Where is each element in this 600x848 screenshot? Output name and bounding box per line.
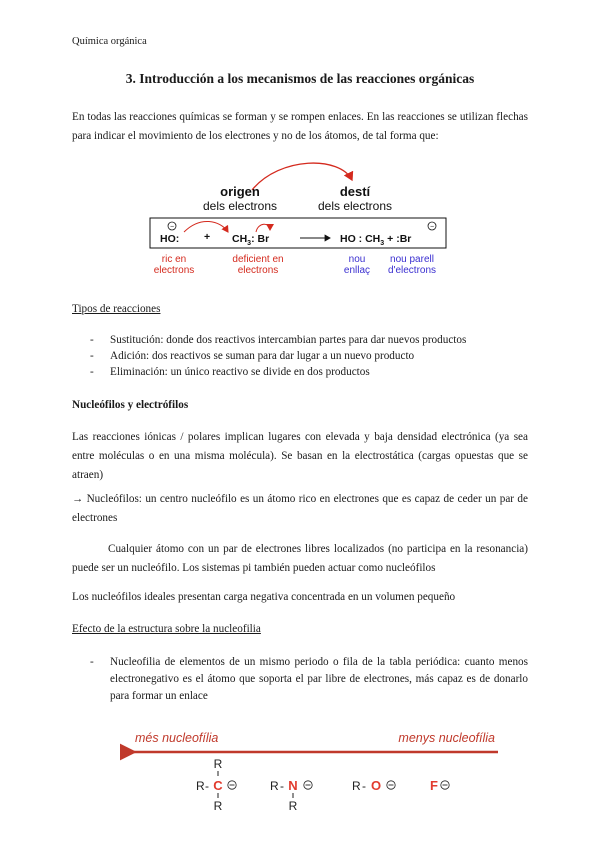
dest-label: destí bbox=[339, 184, 371, 199]
svg-text:R: R bbox=[213, 757, 223, 771]
svg-text:R: R bbox=[288, 799, 298, 813]
list-item: - Sustitución: donde dos reactivos intercambian partes para dar nuevos productos bbox=[72, 332, 528, 348]
curved-arrow-top bbox=[252, 163, 352, 190]
nucleophilicity-figure bbox=[120, 724, 510, 820]
nucleo-paragraph-1: Las reacciones iónicas / polares implican lugares con elevada y baja densidad electrónica (ya sea entre moléculas o en una misma molécula). Se basan en la electrostática (cargas opuestas que se atraen) bbox=[72, 431, 528, 481]
new-bond-label: nou bbox=[348, 254, 366, 265]
svg-text:electrons: electrons bbox=[153, 265, 195, 276]
list-item: - Nucleofilia de elementos de un mismo periodo o fila de la tabla periódica: cuanto menos electronegativo es el átomo que soporta el par libre de electrones, más capaz es de donarlo para formar un enlace bbox=[72, 654, 528, 705]
electron-flow-figure bbox=[140, 160, 460, 282]
svg-text:+: + bbox=[204, 231, 211, 243]
svg-text:-: - bbox=[362, 779, 366, 793]
dest-sublabel: dels electrons bbox=[317, 199, 393, 213]
svg-text:-: - bbox=[205, 779, 209, 793]
new-pair-label: nou parell bbox=[390, 254, 434, 265]
effect-list bbox=[72, 654, 528, 705]
carbon-atom: C bbox=[213, 778, 223, 793]
nucleo-paragraph-4: Los nucleófilos ideales presentan carga negativa concentrada en un volumen pequeño bbox=[72, 591, 456, 603]
list-item: - Eliminación: un único reactivo se divide en dos productos bbox=[72, 364, 528, 380]
nucleo-paragraph-2: → Nucleófilos: un centro nucleófilo es un átomo rico en electrones que es capaz de ceder un par de electrones bbox=[72, 493, 528, 524]
types-heading: Tipos de reacciones bbox=[72, 303, 161, 315]
page-title: 3. Introducción a los mecanismos de las reacciones orgánicas bbox=[125, 71, 475, 86]
list-item: - Adición: dos reactivos se suman para dar lugar a un nuevo producto bbox=[72, 348, 528, 364]
fluorine-atom: F bbox=[430, 778, 438, 793]
svg-text:R: R bbox=[213, 799, 223, 813]
svg-text:R: R bbox=[196, 779, 205, 793]
ho-label: HO: bbox=[160, 233, 180, 245]
curved-arrow-br bbox=[256, 224, 270, 232]
effect-heading: Efecto de la estructura sobre la nucleofilia bbox=[72, 623, 261, 635]
svg-text:enllaç: enllaç bbox=[343, 265, 371, 276]
oxygen-atom: O bbox=[370, 778, 382, 793]
svg-text:−: − bbox=[429, 223, 435, 231]
svg-text:R: R bbox=[352, 779, 361, 793]
more-nucleophilicity-label: més nucleofília bbox=[135, 731, 219, 745]
nucleo-paragraph-3: Cualquier átomo con un par de electrones libres localizados (no participa en la resonancia) puede ser un nucleófilo. Los sistemas pi también pueden actuar como nucleófilos bbox=[72, 543, 528, 574]
origin-label: origen bbox=[220, 184, 260, 199]
svg-text:−: − bbox=[169, 223, 175, 231]
nitrogen-atom: N bbox=[288, 778, 298, 793]
nucleo-heading: Nucleófilos y electrófilos bbox=[72, 399, 189, 411]
svg-text:-: - bbox=[280, 779, 284, 793]
ch3-label: $CH_3$: Br bbox=[232, 233, 270, 247]
origin-sublabel: dels electrons bbox=[202, 199, 278, 213]
intro-paragraph: En todas las reacciones químicas se forman y se rompen enlaces. En las reacciones se utilizan flechas para indicar el movimiento de los electrones y no de los átomos, de tal forma que: bbox=[72, 111, 528, 142]
svg-text:d'electrons: d'electrons bbox=[387, 265, 437, 276]
svg-text:R: R bbox=[270, 779, 279, 793]
types-list bbox=[72, 332, 528, 380]
rich-label: ric en bbox=[161, 254, 187, 265]
svg-text:electrons: electrons bbox=[237, 265, 279, 276]
product-label: HO : $CH_3$ + :Br bbox=[340, 233, 412, 247]
deficient-label: deficient en bbox=[232, 254, 284, 265]
less-nucleophilicity-label: menys nucleofília bbox=[398, 731, 495, 745]
header-course: Química orgánica bbox=[72, 36, 147, 47]
